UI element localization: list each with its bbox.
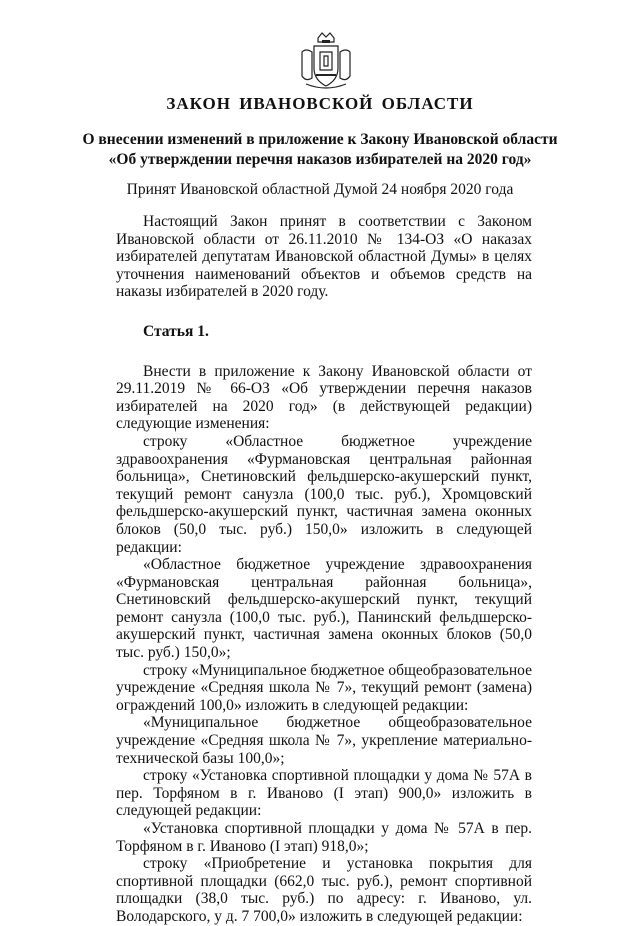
article-paragraph: «Областное бюджетное учреждение здравоохранения «Фурмановская центральная районная больница», Снетиновский фельдшерско-акушерский пункт, текущий ремонт санузла (100,0 тыс. руб.), Панинский фельдшерско-акушерский пункт, частичная замена оконных блоков (50,0 тыс. руб.) 150,0»; — [116, 556, 532, 662]
spacer — [116, 301, 532, 323]
article-paragraph: «Установка спортивной площадки у дома № 57А в пер. Торфяном в г. Иваново (I этап) 918,0»; — [116, 820, 532, 855]
law-subtitle — [80, 130, 560, 170]
article-paragraph: строку «Приобретение и установка покрытия для спортивной площадки (662,0 тыс. руб.), ремонт спортивной площадки (38,0 тыс. руб.) по адресу: г. Иваново, ул. Володарского, у д. 7 700,0» изложить в следующей редакции: — [116, 855, 532, 925]
coat-of-arms-icon — [296, 30, 356, 92]
law-body — [116, 213, 532, 926]
article-paragraph: строку «Областное бюджетное учреждение здравоохранения «Фурмановская центральная районная больница», Снетиновский фельдшерско-акушерский пункт, текущий ремонт санузла (100,0 тыс. руб.), Хромцовский фельдшерско-акушерский пункт, частичная замена оконных блоков (50,0 тыс. руб.) 150,0» изложить в следующей редакции: — [116, 432, 532, 556]
article-paragraph: Внести в приложение к Закону Ивановской области от 29.11.2019 № 66-ОЗ «Об утверждении перечня наказов избирателей на 2020 год» (в действующей редакции) следующие изменения: — [116, 362, 532, 433]
article-paragraph: строку «Муниципальное бюджетное общеобразовательное учреждение «Средняя школа № 7», текущий ремонт (замена) ограждений 100,0» изложить в следующей редакции: — [116, 661, 532, 714]
article-title: Статья 1. — [143, 322, 209, 340]
law-title: ЗАКОН ИВАНОВСКОЙ ОБЛАСТИ — [166, 94, 474, 113]
subtitle-line-1: О внесении изменений в приложение к Закону Ивановской области — [82, 131, 558, 148]
subtitle-line-2: «Об утверждении перечня наказов избирателей на 2020 год» — [108, 151, 532, 168]
article-paragraph: «Муниципальное бюджетное общеобразовательное учреждение «Средняя школа № 7», укрепление материально-технической базы 100,0»; — [116, 714, 532, 767]
article-paragraph: строку «Установка спортивной площадки у дома № 57А в пер. Торфяном в г. Иваново (I этап) 900,0» изложить в следующей редакции: — [116, 767, 532, 820]
adoption-line: Принят Ивановской областной Думой 24 ноября 2020 года — [126, 181, 514, 198]
preamble-paragraph: Настоящий Закон принят в соответствии с Законом Ивановской области от 26.11.2010 № 134-ОЗ «О наказах избирателей депутатам Ивановской областной Думы» в целях уточнения наименований объектов и объемов средств на наказы избирателей в 2020 году. — [116, 213, 532, 301]
spacer — [116, 341, 532, 363]
